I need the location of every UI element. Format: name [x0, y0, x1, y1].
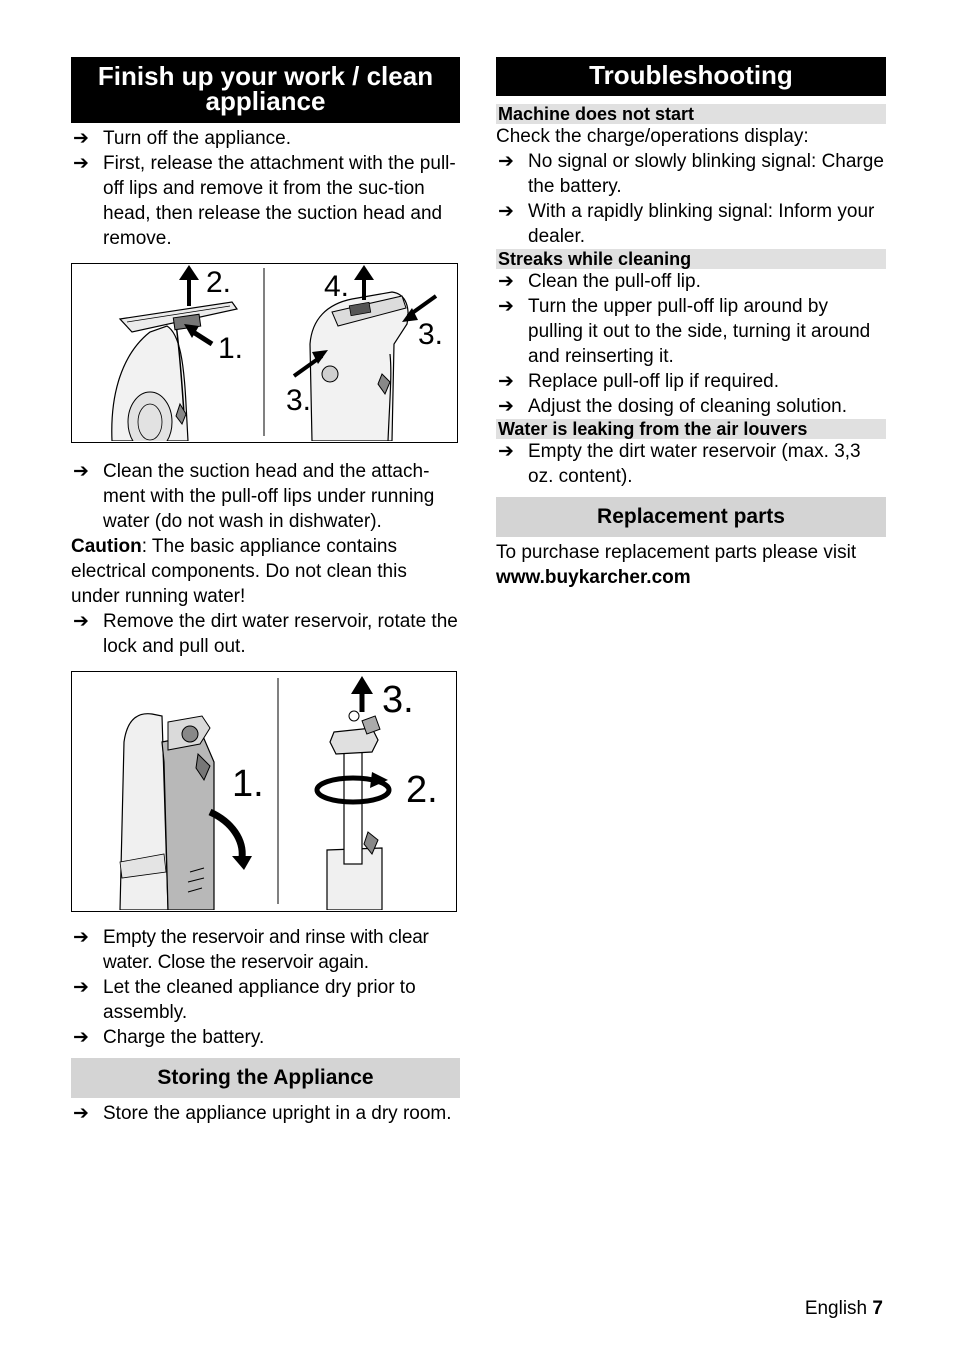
list-item: ➔ No signal or slowly blinking signal: Charge the battery.: [498, 151, 884, 197]
list-item: ➔ Adjust the dosing of cleaning solution.: [498, 396, 847, 417]
right-arrow-icon: ➔: [498, 396, 514, 417]
figure-label: 4.: [324, 270, 350, 303]
figure-label: 3.: [382, 679, 414, 721]
figure-1-illustration: [72, 264, 456, 441]
right-arrow-icon: ➔: [73, 611, 89, 632]
right-column: [496, 57, 886, 590]
replacement-url-link[interactable]: www.buykarcher.com: [496, 567, 691, 588]
right-arrow-icon: ➔: [498, 201, 514, 222]
troubleshooting-heading: Troubleshooting: [496, 57, 886, 96]
subheading-streaks: Streaks while cleaning: [496, 249, 886, 269]
caution-label: Caution: [71, 536, 142, 557]
caution-text: : The basic appliance contains electrical components. Do not clean this under running water!: [71, 536, 407, 607]
page-footer: [805, 1296, 883, 1321]
figure-label: 2.: [206, 266, 232, 299]
list-item: ➔ Empty the dirt water reservoir (max. 3,3 oz. content).: [498, 441, 861, 487]
figure-label: 3.: [286, 384, 312, 417]
right-arrow-icon: ➔: [73, 977, 89, 998]
list-item: ➔ Turn the upper pull-off lip around by pulling it out to the side, turning it around and reinserting it.: [498, 296, 871, 367]
right-arrow-icon: ➔: [73, 153, 89, 174]
list-item: ➔ First, release the attachment with the pull-off lips and remove it from the suc-tion head, then release the suction head and remove.: [73, 153, 456, 249]
right-arrow-icon: ➔: [73, 927, 89, 948]
list-item: ➔ Clean the pull-off lip.: [498, 271, 701, 292]
list-item: ➔ Clean the suction head and the attach-ment with the pull-off lips under running water (do not wash in dishwater).: [73, 461, 435, 532]
figure-label: 1.: [232, 763, 264, 805]
replacement-heading: Replacement parts: [496, 497, 886, 537]
figure-label: 2.: [406, 769, 438, 811]
right-arrow-icon: ➔: [498, 151, 514, 172]
sub1-intro: Check the charge/operations display:: [496, 126, 809, 147]
right-arrow-icon: ➔: [73, 128, 89, 149]
figure-remove-reservoir: [71, 671, 457, 912]
figure-label: 1.: [218, 332, 244, 365]
footer-language: English: [804, 1298, 868, 1319]
list-item: ➔ Store the appliance upright in a dry room.: [73, 1103, 452, 1124]
right-arrow-icon: ➔: [498, 371, 514, 392]
replacement-text: To purchase replacement parts please visit: [496, 542, 857, 563]
right-arrow-icon: ➔: [498, 271, 514, 292]
figure-remove-attachment: [71, 263, 458, 443]
storing-steps: [71, 1101, 460, 1126]
list-item: ➔ Replace pull-off lip if required.: [498, 371, 780, 392]
steps-d: [71, 925, 460, 1050]
list-item: ➔ Empty the reservoir and rinse with clear water. Close the reservoir again.: [73, 927, 429, 973]
steps-b: [71, 459, 460, 534]
figure-2-illustration: [72, 672, 455, 910]
steps-c: [71, 609, 460, 659]
left-column: [71, 57, 460, 1126]
right-arrow-icon: ➔: [73, 1027, 89, 1048]
figure-label: 3.: [418, 318, 444, 351]
page-number: 7: [872, 1298, 883, 1319]
list-item: ➔ Let the cleaned appliance dry prior to assembly.: [73, 977, 416, 1023]
caution-paragraph: [71, 534, 460, 609]
right-arrow-icon: ➔: [498, 296, 514, 317]
subheading-machine-does-not-start: Machine does not start: [496, 104, 886, 124]
list-item: ➔ Charge the battery.: [73, 1027, 265, 1048]
right-arrow-icon: ➔: [73, 461, 89, 482]
subheading-water-leaking: Water is leaking from the air louvers: [496, 419, 886, 439]
right-arrow-icon: ➔: [498, 441, 514, 462]
right-arrow-icon: ➔: [73, 1103, 89, 1124]
list-item: ➔ Turn off the appliance.: [73, 128, 292, 149]
finish-heading: Finish up your work / clean appliance: [71, 57, 460, 123]
steps-a: [71, 126, 460, 251]
list-item: ➔ Remove the dirt water reservoir, rotate the lock and pull out.: [73, 611, 458, 657]
list-item: ➔ With a rapidly blinking signal: Inform your dealer.: [498, 201, 875, 247]
storing-heading: Storing the Appliance: [71, 1058, 460, 1098]
